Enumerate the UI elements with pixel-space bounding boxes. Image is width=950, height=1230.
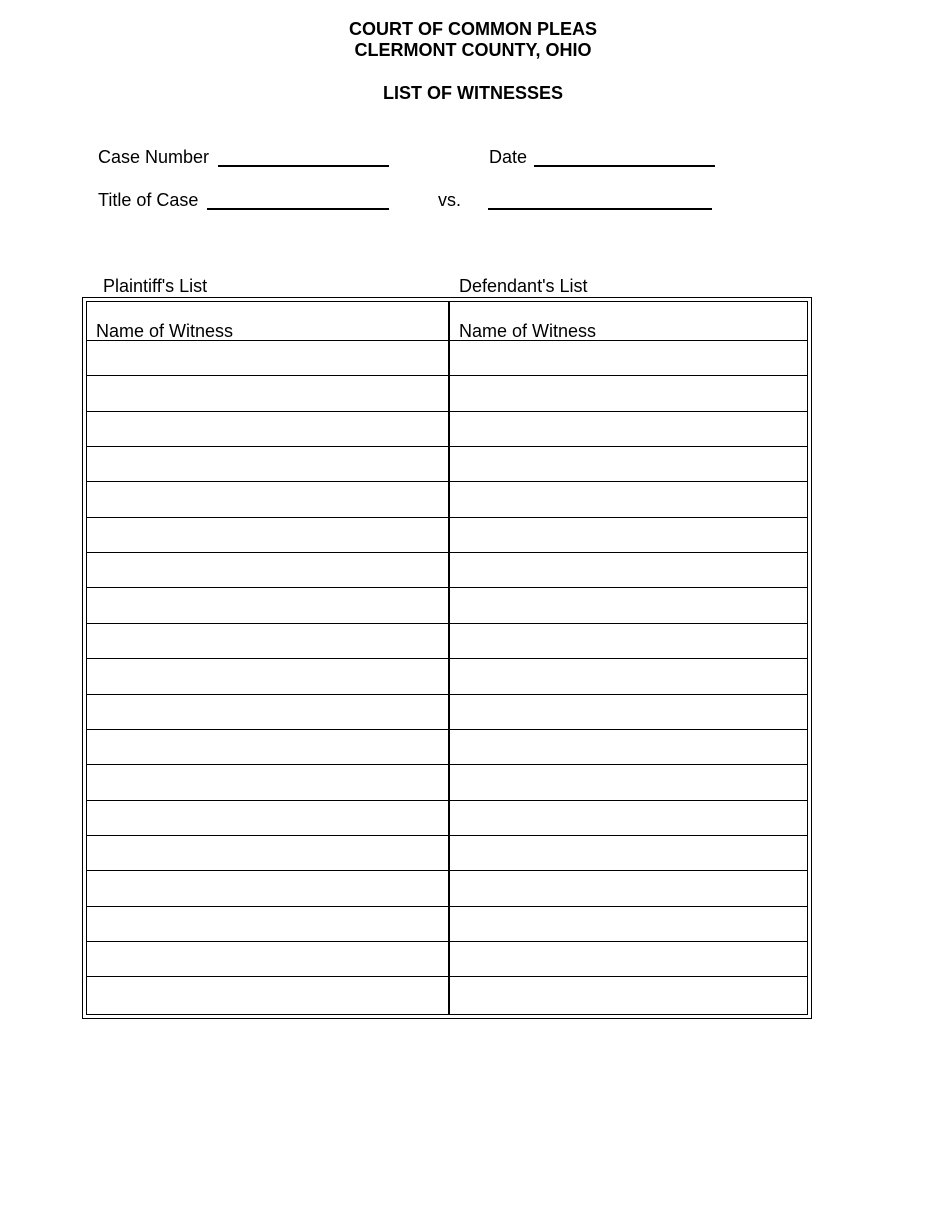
title-of-case-label: Title of Case <box>98 190 199 210</box>
witness-table-inner <box>86 301 808 1015</box>
defendant-witness-input[interactable] <box>450 977 808 1010</box>
plaintiff-witness-input[interactable] <box>87 871 447 904</box>
plaintiff-witness-input[interactable] <box>87 341 447 374</box>
defendant-witness-input[interactable] <box>450 836 808 869</box>
defendant-witness-input[interactable] <box>450 412 808 445</box>
form-title: LIST OF WITNESSES <box>382 83 563 103</box>
plaintiff-witness-input[interactable] <box>87 695 447 728</box>
date-underline <box>534 165 715 167</box>
plaintiff-witness-input[interactable] <box>87 942 447 975</box>
date-field[interactable] <box>535 143 717 165</box>
defendant-witness-input[interactable] <box>450 907 808 940</box>
defendant-list-heading: Defendant's List <box>459 276 588 296</box>
defendant-witness-input[interactable] <box>450 624 808 657</box>
header-separator <box>87 340 807 341</box>
plaintiff-witness-input[interactable] <box>87 518 447 551</box>
defendant-witness-input[interactable] <box>450 801 808 834</box>
plaintiff-witness-input[interactable] <box>87 730 447 763</box>
defendant-witness-input[interactable] <box>450 942 808 975</box>
plaintiff-witness-input[interactable] <box>87 482 447 515</box>
defendant-witness-input[interactable] <box>450 482 808 515</box>
plaintiff-list-heading: Plaintiff's List <box>103 276 208 296</box>
title-plaintiff-underline <box>207 208 389 210</box>
plaintiff-witness-input[interactable] <box>87 977 447 1010</box>
plaintiff-witness-input[interactable] <box>87 765 447 798</box>
plaintiff-witness-input[interactable] <box>87 907 447 940</box>
court-name: COURT OF COMMON PLEAS <box>349 19 597 39</box>
plaintiff-witness-input[interactable] <box>87 376 447 409</box>
plaintiff-witness-input[interactable] <box>87 412 447 445</box>
defendant-witness-input[interactable] <box>450 376 808 409</box>
defendant-witness-input[interactable] <box>450 518 808 551</box>
defendant-witness-input[interactable] <box>450 765 808 798</box>
case-number-underline <box>218 165 389 167</box>
plaintiff-witness-input[interactable] <box>87 624 447 657</box>
plaintiff-witness-input[interactable] <box>87 801 447 834</box>
plaintiff-witness-input[interactable] <box>87 659 447 692</box>
defendant-witness-input[interactable] <box>450 553 808 586</box>
title-defendant-field[interactable] <box>489 186 714 208</box>
date-label: Date <box>489 147 528 167</box>
vs-label: vs. <box>438 190 462 210</box>
county-name: CLERMONT COUNTY, OHIO <box>354 40 592 60</box>
plaintiff-witness-input[interactable] <box>87 553 447 586</box>
plaintiff-witness-input[interactable] <box>87 836 447 869</box>
case-number-label: Case Number <box>98 147 210 167</box>
defendant-witness-input[interactable] <box>450 695 808 728</box>
plaintiff-column-header: Name of Witness <box>96 321 234 341</box>
defendant-witness-input[interactable] <box>450 730 808 763</box>
defendant-witness-input[interactable] <box>450 659 808 692</box>
defendant-witness-input[interactable] <box>450 871 808 904</box>
case-number-field[interactable] <box>219 143 391 165</box>
defendant-witness-input[interactable] <box>450 341 808 374</box>
defendant-witness-input[interactable] <box>450 588 808 621</box>
plaintiff-witness-input[interactable] <box>87 447 447 480</box>
defendant-column-header: Name of Witness <box>459 321 597 341</box>
title-plaintiff-field[interactable] <box>208 186 391 208</box>
plaintiff-witness-input[interactable] <box>87 588 447 621</box>
witness-table <box>82 297 812 1019</box>
defendant-witness-input[interactable] <box>450 447 808 480</box>
title-defendant-underline <box>488 208 712 210</box>
